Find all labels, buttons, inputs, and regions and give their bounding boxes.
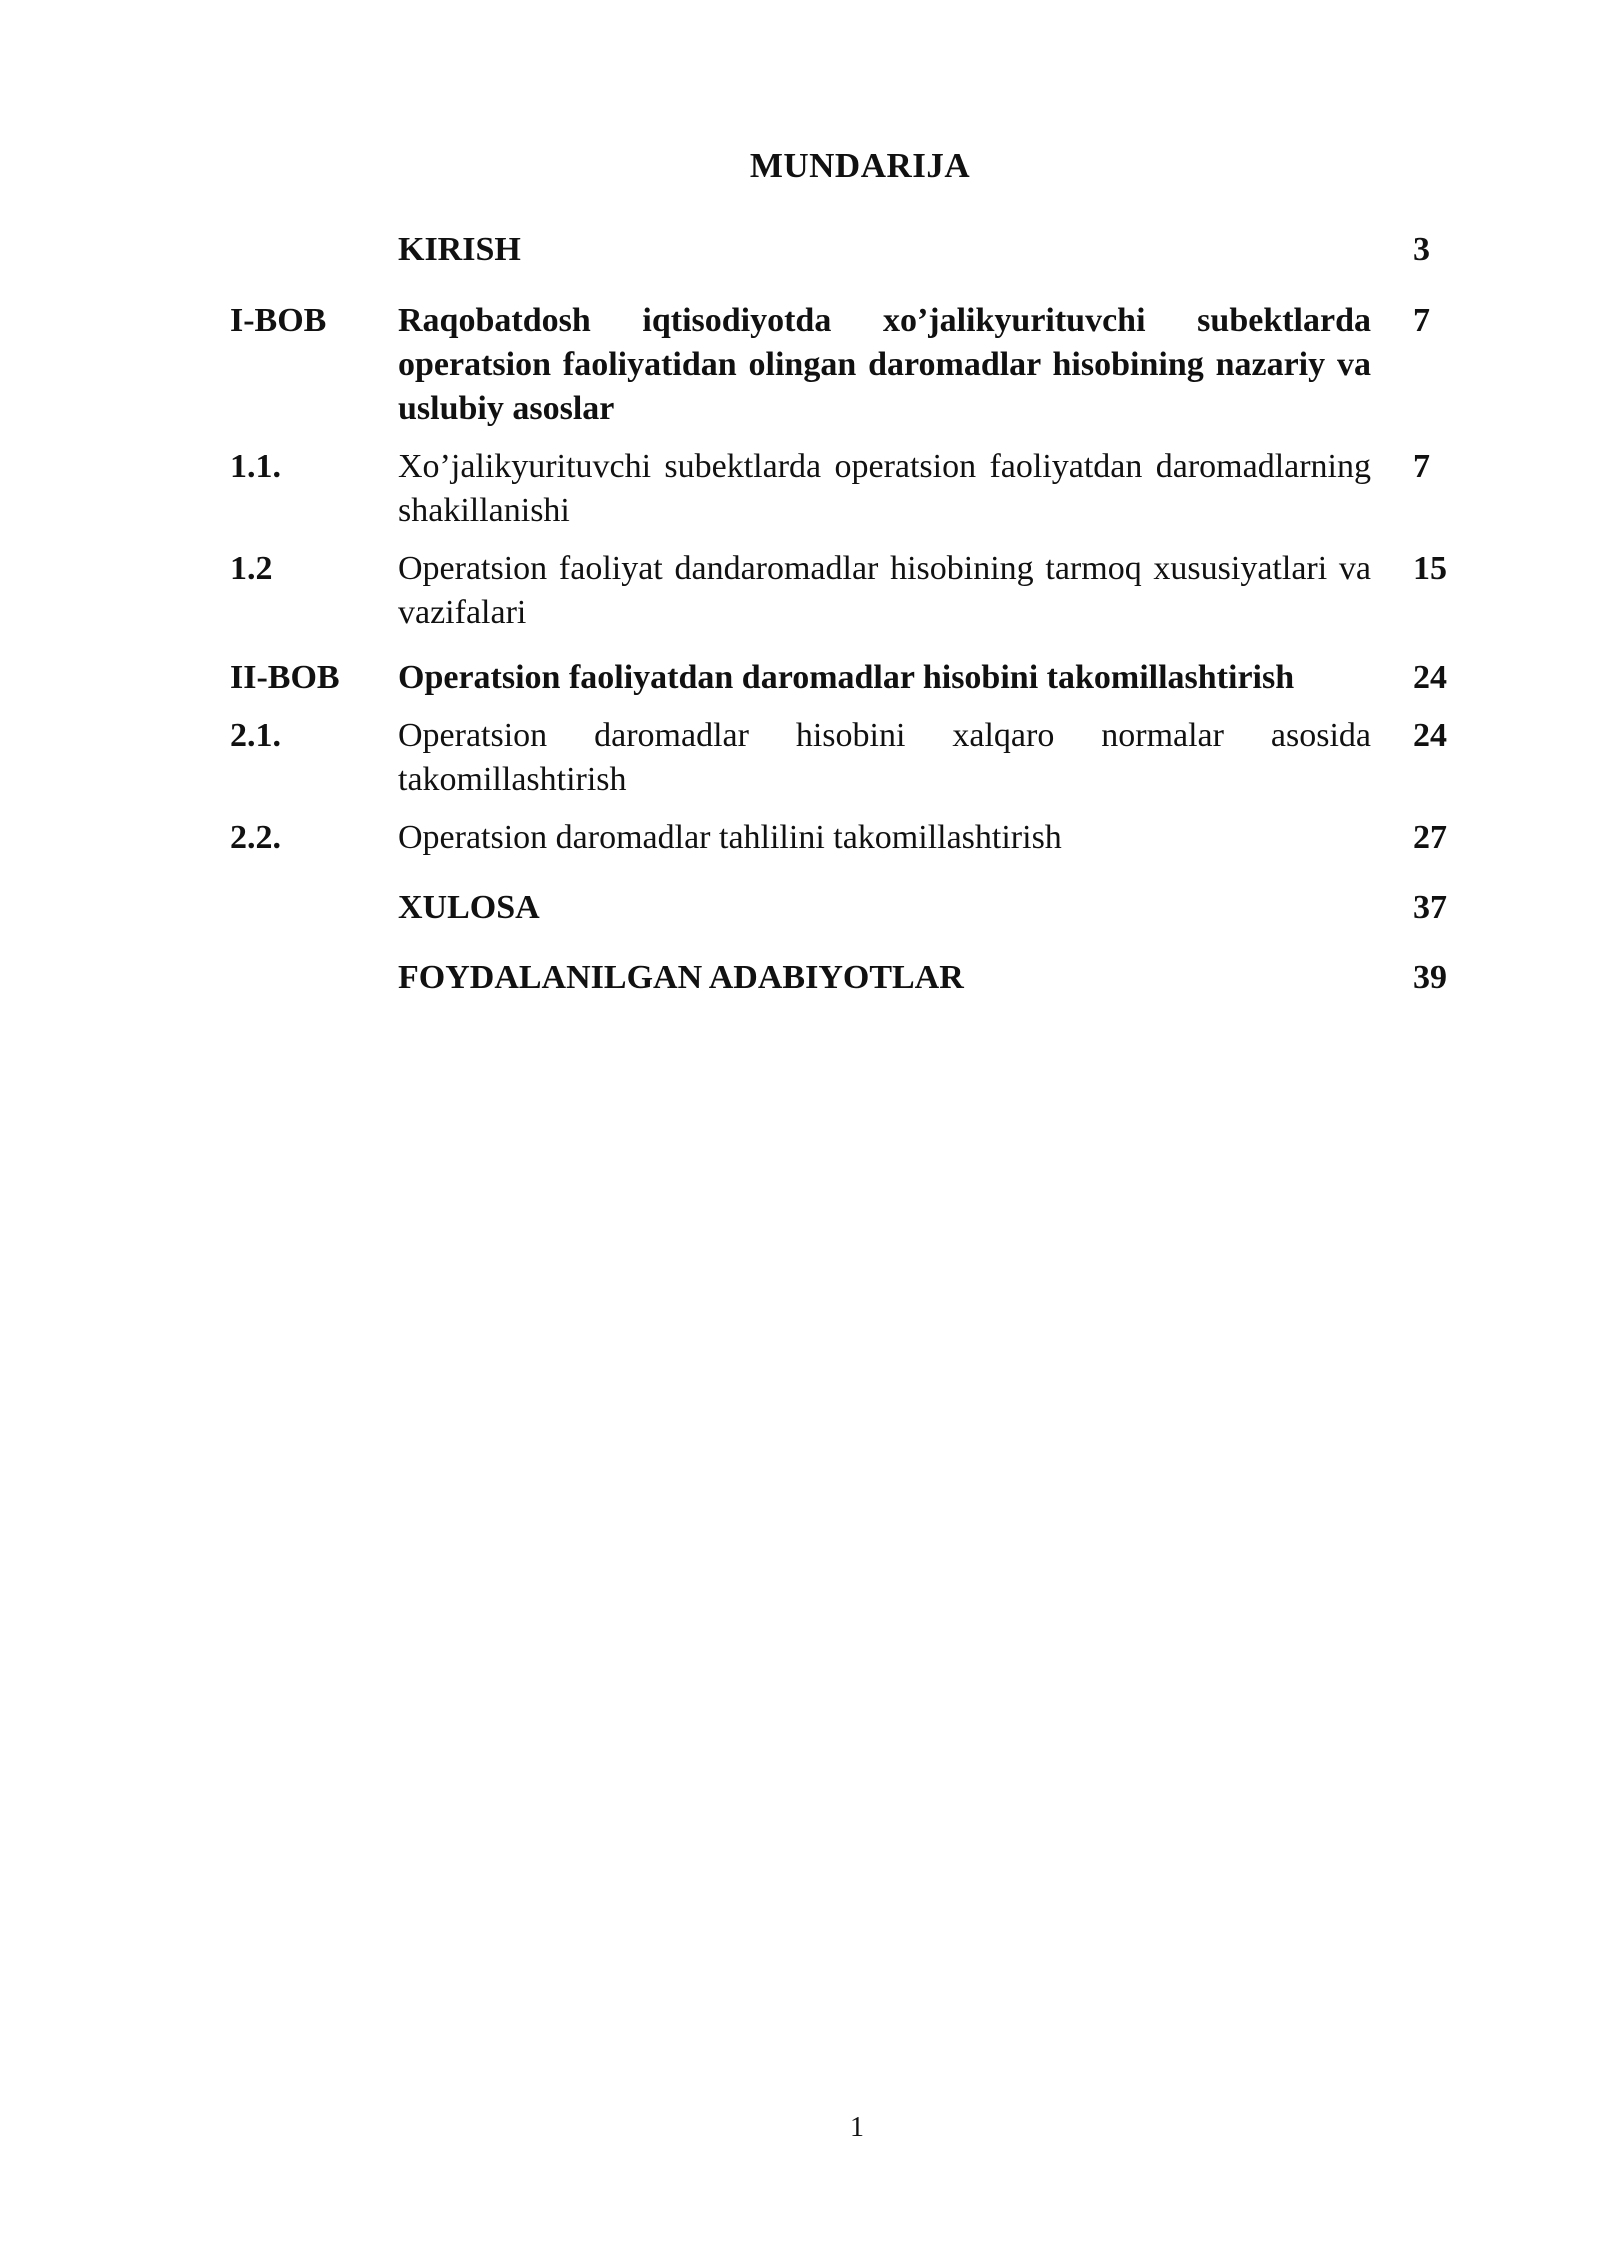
toc-entry-title: Operatsion daromadlar hisobini xalqaro normalar asosida takomillashtirish [398, 717, 1371, 798]
toc-entry-section-2-2 [230, 816, 1455, 860]
toc-entry-xulosa [230, 886, 1455, 930]
toc-entry-number: 1.1. [230, 448, 281, 485]
table-of-contents [230, 228, 1455, 1000]
toc-entry-title: XULOSA [398, 889, 540, 926]
toc-entry-page: 3 [1413, 231, 1430, 268]
toc-entry-page: 7 [1413, 448, 1430, 485]
toc-entry-title: Operatsion faoliyatdan daromadlar hisobini takomillashtirish [398, 659, 1295, 696]
toc-entry-page: 24 [1413, 659, 1447, 696]
toc-entry-bibliography [230, 956, 1455, 1000]
toc-entry-section-1-2 [230, 547, 1455, 635]
toc-entry-kirish [230, 228, 1455, 272]
toc-entry-page: 37 [1413, 889, 1447, 926]
toc-entry-title: KIRISH [398, 231, 521, 268]
toc-entry-page: 39 [1413, 959, 1447, 996]
toc-entry-page: 27 [1413, 819, 1447, 856]
toc-entry-section-1-1 [230, 445, 1455, 533]
toc-entry-number: 1.2 [230, 550, 273, 587]
toc-entry-number: 2.2. [230, 819, 281, 856]
toc-entry-title: FOYDALANILGAN ADABIYOTLAR [398, 959, 964, 996]
page-number: 1 [850, 2112, 864, 2143]
toc-entry-page: 7 [1413, 302, 1430, 339]
toc-entry-chapter-1 [230, 299, 1455, 431]
toc-entry-number: II-BOB [230, 659, 340, 696]
toc-entry-number: I-BOB [230, 302, 327, 339]
toc-entry-page: 24 [1413, 717, 1447, 754]
toc-entry-section-2-1 [230, 714, 1455, 802]
toc-title: MUNDARIJA [749, 146, 971, 185]
toc-entry-title: Raqobatdosh iqtisodiyotda xo’jalikyurituvchi subektlarda operatsion faoliyatidan olingan daromadlar hisobining nazariy va uslubiy asoslar [398, 302, 1371, 427]
toc-entry-title: Operatsion daromadlar tahlilini takomillashtirish [398, 819, 1062, 856]
toc-entry-page: 15 [1413, 550, 1447, 587]
toc-entry-number: 2.1. [230, 717, 281, 754]
toc-entry-title: Operatsion faoliyat dandaromadlar hisobining tarmoq xususiyatlari va vazifalari [398, 550, 1371, 631]
toc-entry-chapter-2 [230, 656, 1455, 700]
toc-entry-title: Xo’jalikyurituvchi subektlarda operatsion faoliyatdan daromadlarning shakillanishi [398, 448, 1371, 529]
